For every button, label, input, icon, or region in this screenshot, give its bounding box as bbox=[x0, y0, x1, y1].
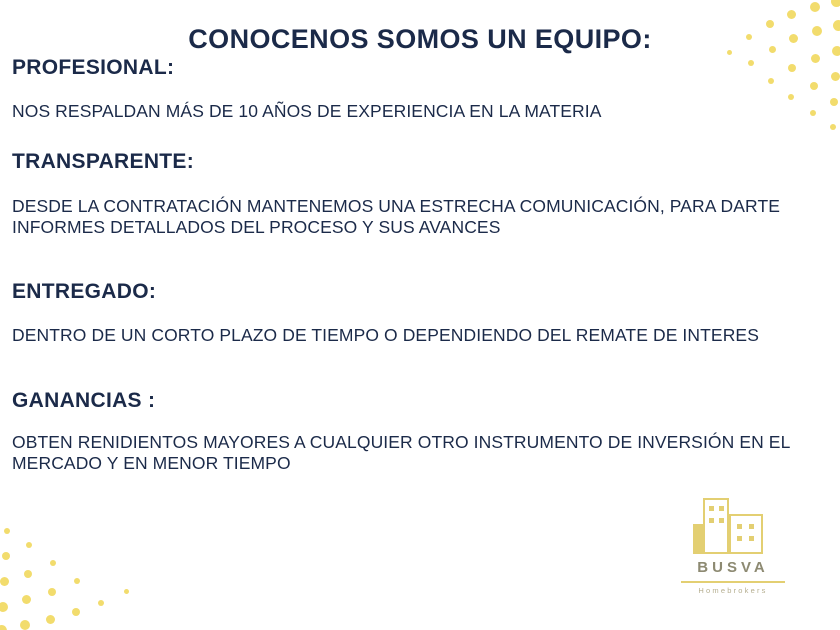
section-entregado bbox=[12, 280, 812, 346]
section-heading-ganancias: GANANCIAS : bbox=[12, 388, 156, 412]
section-ganancias bbox=[12, 389, 812, 475]
content-body bbox=[12, 56, 812, 478]
section-body-transparente: DESDE LA CONTRATACIÓN MANTENEMOS UNA ESTRECHA COMUNICACIÓN, PARA DARTE INFORMES DETALLADOS DEL PROCESO Y SUS AVANCES bbox=[12, 195, 781, 237]
brand-name: BUSVA bbox=[697, 559, 769, 576]
section-transparente bbox=[12, 150, 812, 238]
section-heading-profesional: PROFESIONAL: bbox=[12, 56, 175, 79]
section-body-ganancias: OBTEN RENIDIENTOS MAYORES A CUALQUIER OTRO INSTRUMENTO DE INVERSIÓN EN EL MERCADO Y EN MENOR TIEMPO bbox=[12, 431, 790, 474]
brand-logo bbox=[668, 498, 798, 595]
section-profesional bbox=[12, 56, 812, 122]
section-body-profesional: NOS RESPALDAN MÁS DE 10 AÑOS DE EXPERIENCIA EN LA MATERIA bbox=[12, 101, 602, 122]
section-heading-entregado: ENTREGADO: bbox=[12, 280, 157, 304]
dot-pattern-bottom-left-decoration bbox=[0, 520, 190, 630]
section-heading-transparente: TRANSPARENTE: bbox=[12, 150, 195, 174]
section-body-entregado: DENTRO DE UN CORTO PLAZO DE TIEMPO O DEPENDIENDO DEL REMATE DE INTERES bbox=[12, 325, 759, 346]
brand-divider bbox=[681, 581, 785, 583]
brand-tagline: Homebrokers bbox=[698, 585, 768, 595]
buildings-icon bbox=[687, 498, 779, 556]
page-title: CONOCENOS SOMOS UN EQUIPO: bbox=[188, 24, 652, 55]
